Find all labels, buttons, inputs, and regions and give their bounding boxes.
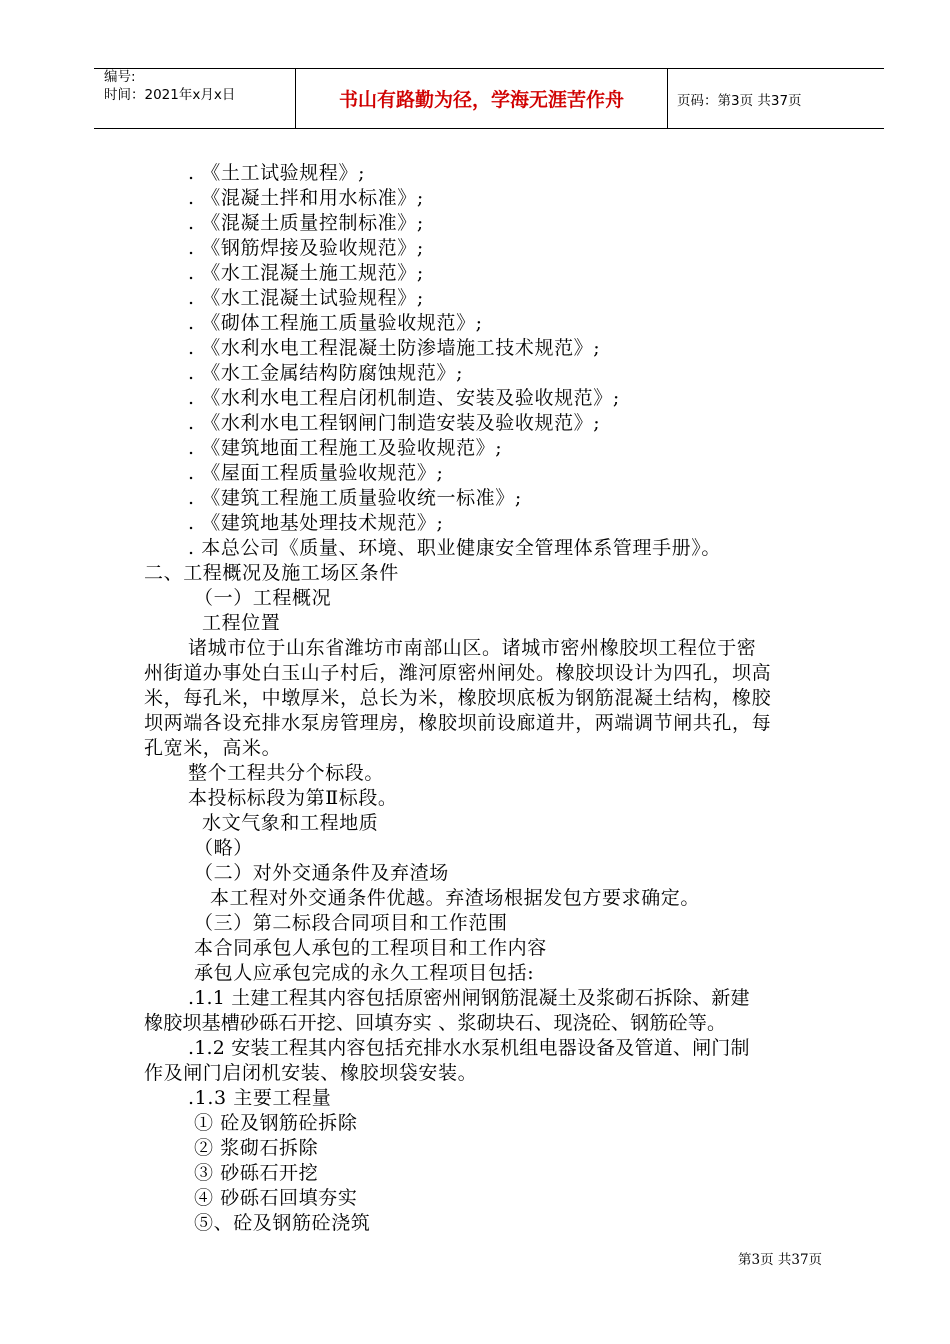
time-label: 时间：2021年x月x日 (104, 87, 236, 103)
subsection-heading: （一）工程概况 (194, 587, 332, 609)
paragraph-line: 橡胶坝基槽砂砾石开挖、回填夯实 、浆砌块石、现浇砼、钢筋砼等。 (144, 1012, 727, 1034)
paragraph-line: .1.2 安装工程其内容包括充排水水泵机组电器设备及管道、闸门制 (188, 1037, 750, 1059)
list-item: . 《土工试验规程》; (188, 162, 366, 184)
list-item: . 《水利水电工程钢闸门制造安装及验收规范》; (188, 412, 601, 434)
list-item: . 《屋面工程质量验收规范》; (188, 462, 444, 484)
list-item: . 《砌体工程施工质量验收规范》; (188, 312, 483, 334)
paragraph-line: 本合同承包人承包的工程项目和工作内容 (194, 937, 547, 959)
list-item: . 《水利水电工程混凝土防渗墙施工技术规范》; (188, 337, 601, 359)
header-motto: 书山有路勤为径，学海无涯苦作舟 (338, 89, 624, 111)
subsection-heading: （三）第二标段合同项目和工作范围 (194, 912, 508, 934)
paragraph-line: 诸城市位于山东省潍坊市南部山区。诸城市密州橡胶坝工程位于密 (188, 637, 757, 659)
list-item: ① 砼及钢筋砼拆除 (194, 1112, 358, 1134)
list-item: ③ 砂砾石开挖 (194, 1162, 319, 1184)
paragraph-heading: 工程位置 (202, 612, 281, 634)
paragraph-line: 作及闸门启闭机安装、橡胶坝袋安装。 (144, 1062, 478, 1084)
subsection-heading: （二）对外交通条件及弃渣场 (194, 862, 449, 884)
paragraph-line: 州街道办事处白玉山子村后，潍河原密州闸处。橡胶坝设计为四孔，坝高 (144, 662, 772, 684)
list-item: . 《钢筋焊接及验收规范》; (188, 237, 424, 259)
paragraph-line: 孔宽米，高米。 (144, 737, 282, 759)
paragraph-line: 整个工程共分个标段。 (188, 762, 385, 784)
list-item: . 《水工混凝土施工规范》; (188, 262, 424, 284)
paragraph-line: （略） (194, 837, 253, 859)
list-item: . 《水工混凝土试验规程》; (188, 287, 424, 309)
paragraph-line: 本投标标段为第Ⅱ标段。 (188, 787, 398, 809)
list-item: . 《混凝土质量控制标准》; (188, 212, 424, 234)
paragraph-line: .1.1 土建工程其内容包括原密州闸钢筋混凝土及浆砌石拆除、新建 (188, 987, 750, 1009)
list-item: . 《混凝土拌和用水标准》; (188, 187, 424, 209)
list-item: . 《水工金属结构防腐蚀规范》; (188, 362, 464, 384)
page-header (94, 68, 884, 130)
header-divider (667, 68, 668, 129)
paragraph-line: 承包人应承包完成的永久工程项目包括: (194, 962, 535, 984)
header-page-info: 页码：第3页 共37页 (677, 92, 802, 109)
list-item: . 《建筑地面工程施工及验收规范》; (188, 437, 503, 459)
paragraph-heading: .1.3 主要工程量 (188, 1087, 332, 1109)
serial-label: 编号: (104, 69, 136, 85)
paragraph-heading: 水文气象和工程地质 (202, 812, 379, 834)
list-item: . 本总公司《质量、环境、职业健康安全管理体系管理手册》。 (188, 537, 721, 559)
paragraph-line: 坝两端各设充排水泵房管理房，橡胶坝前设廊道井，两端调节闸共孔，每 (144, 712, 772, 734)
list-item: . 《建筑地基处理技术规范》; (188, 512, 444, 534)
list-item: ④ 砂砾石回填夯实 (194, 1187, 358, 1209)
list-item: . 《建筑工程施工质量验收统一标准》; (188, 487, 522, 509)
list-item: ② 浆砌石拆除 (194, 1137, 319, 1159)
page-footer: 第3页 共37页 (738, 1252, 823, 1268)
section-heading: 二、工程概况及施工场区条件 (144, 562, 399, 584)
header-meta (104, 68, 235, 104)
paragraph-line: 本工程对外交通条件优越。弃渣场根据发包方要求确定。 (210, 887, 701, 909)
list-item: ⑤、砼及钢筋砼浇筑 (194, 1212, 371, 1234)
paragraph-line: 米，每孔米，中墩厚米，总长为米，橡胶坝底板为钢筋混凝土结构，橡胶 (144, 687, 772, 709)
list-item: . 《水利水电工程启闭机制造、安装及验收规范》; (188, 387, 620, 409)
